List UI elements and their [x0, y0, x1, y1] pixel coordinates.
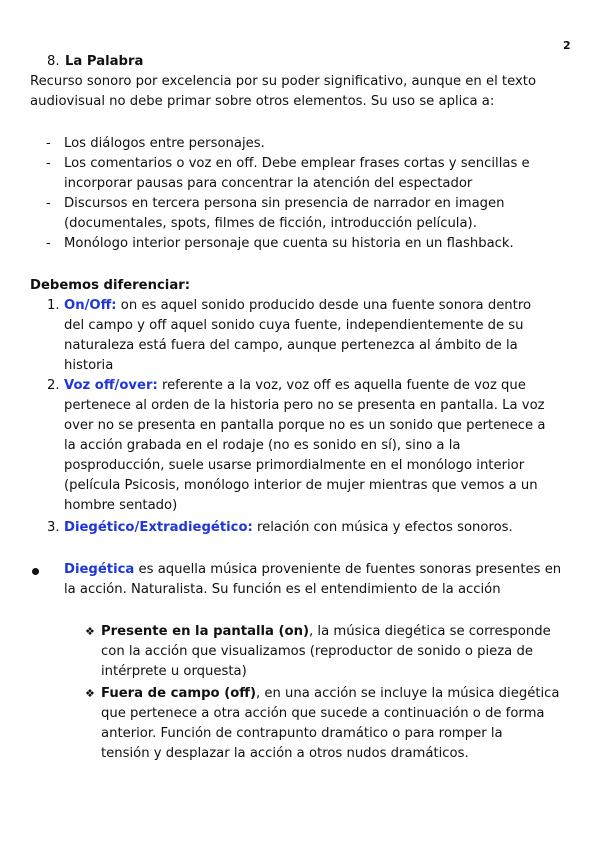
page-number: 2 [563, 39, 571, 52]
numbered-item-first-line [64, 376, 526, 396]
use-item-line: Los diálogos entre personajes. [64, 136, 265, 151]
diegetica-line: la acción. Naturalista. Su función es el entendimiento de la acción [64, 582, 501, 597]
diamond-bullet-icon: ❖ [85, 687, 95, 700]
term-diegetica: Diegética [64, 562, 135, 577]
item-line: over no se presenta en pantalla porque no es un sonido que pertenece a [64, 418, 546, 433]
sub-item-text: , en una acción se incluye la música diegética [256, 686, 560, 701]
sub-item-line: intérprete u orquesta) [101, 664, 247, 679]
numbered-item-first-line [64, 518, 513, 538]
sub-item-line: con la acción que visualizamos (reproductor de sonido o pieza de [101, 644, 533, 659]
item-line: hombre sentado) [64, 498, 178, 513]
sub-item-line: anterior. Función de contrapunto dramático o para romper la [101, 726, 503, 741]
use-item-line: Monólogo interior personaje que cuenta su historia en un flashback. [64, 236, 514, 251]
use-item-line: Los comentarios o voz en off. Debe emplear frases cortas y sencillas e [64, 156, 530, 171]
sub-item-line: tensión y desplazar la acción a otros nudos dramáticos. [101, 746, 469, 761]
sub-item-first-line [101, 622, 551, 642]
diegetica-first-line [64, 560, 561, 580]
section-title: La Palabra [65, 54, 144, 69]
item-text: referente a la voz, voz off es aquella fuente de voz que [157, 378, 526, 393]
numbered-item-first-line [64, 296, 531, 316]
item-line: del campo y off aquel sonido cuya fuente, independientemente de su [64, 318, 524, 333]
use-item-line: (documentales, spots, filmes de ficción, introducción película). [64, 216, 477, 231]
sub-item-first-line [101, 684, 559, 704]
sub-item-text: , la música diegética se corresponde [309, 624, 551, 639]
term-diegetico: Diegético/Extradiegético: [64, 520, 253, 535]
item-line: historia [64, 358, 114, 373]
item-line: pertenece al orden de la historia pero no se presenta en pantalla. La voz [64, 398, 545, 413]
sub-item-line: que pertenece a otra acción que sucede a continuación o de forma [101, 706, 545, 721]
term-voz-off-over: Voz off/over: [64, 378, 158, 393]
item-number: 2. [47, 378, 60, 393]
item-line: la acción grabada en el rodaje (no es sonido en sí), sino a la [64, 438, 461, 453]
differentiate-heading: Debemos diferenciar: [30, 278, 191, 293]
diegetica-text: es aquella música proveniente de fuentes sonoras presentes en [134, 562, 562, 577]
item-line: naturaleza está fuera del campo, aunque pertenezca al ámbito de la [64, 338, 518, 353]
use-item-line: Discursos en tercera persona sin presencia de narrador en imagen [64, 196, 505, 211]
use-item-line: incorporar pausas para concentrar la atención del espectador [64, 176, 473, 191]
intro-line: Recurso sonoro por excelencia por su poder significativo, aunque en el texto [30, 74, 537, 89]
item-line: (película Psicosis, monólogo interior de mujer mientras que vemos a un [64, 478, 538, 493]
item-text: on es aquel sonido producido desde una fuente sonora dentro [116, 298, 532, 313]
dash-bullet: - [46, 236, 51, 251]
item-number: 3. [47, 520, 60, 535]
item-text: relación con música y efectos sonoros. [252, 520, 513, 535]
term-on-off: On/Off: [64, 298, 117, 313]
item-line: posproducción, suele usarse primordialmente en el monólogo interior [64, 458, 525, 473]
dash-bullet: - [46, 196, 51, 211]
dash-bullet: - [46, 136, 51, 151]
bullet-dot-icon [32, 568, 39, 575]
item-number: 1. [47, 298, 60, 313]
term-presente: Presente en la pantalla (on) [101, 624, 310, 639]
intro-line: audiovisual no debe primar sobre otros elementos. Su uso se aplica a: [30, 94, 495, 109]
diamond-bullet-icon: ❖ [85, 625, 95, 638]
term-fuera-de-campo: Fuera de campo (off) [101, 686, 256, 701]
section-number: 8. [47, 54, 60, 69]
dash-bullet: - [46, 156, 51, 171]
